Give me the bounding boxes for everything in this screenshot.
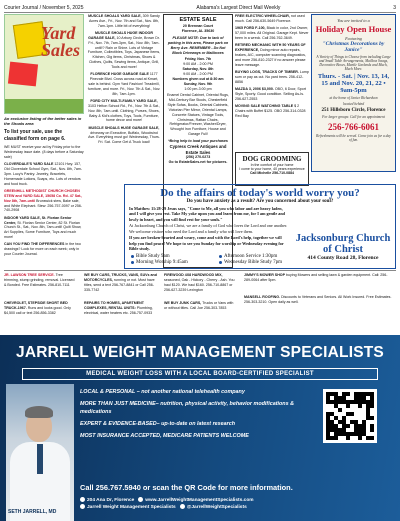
listing: FLORENCE HUGE GARAGE SALE 1177 Pinevale Blvd. Cross across road at Kmart, sale is behind. Gym Yard Fashion! Treadmill, furniture, and more. Fri., Nov. 7th & Sat., Nov. 8th, 7am-1pm.	[87, 72, 161, 96]
listing: 1965 FORD F-100, Black in color, 2nd Owner, 57,000 miles. All Original. Garage Kept. Never been in a wreck. Call 256-762-3649.	[235, 26, 309, 40]
estate-web: Go to EstateSales.net for pictures.	[168, 160, 228, 165]
holiday-located: located behind	[342, 102, 365, 107]
listing: MUSCLE SHOALS HUGE GARAGE SALE, driveway on Executive, Buffalo, Woodwind Ave. Everything must go! Wednesday, Thurs. Fri. Sat. Come Get A Truck load!	[88, 125, 160, 145]
dog-grooming-ad	[235, 152, 309, 186]
classifieds-strip	[4, 270, 396, 335]
church-headline: Do the affairs of today's world worry you?	[160, 187, 360, 199]
doctor-caption: SETH JARRELL, MD	[8, 509, 57, 515]
listing: INDOOR YARD SALE, St. Florian Senior Center, St. Florian Senior Center, 82 St. Florian Church St., Sat., Nov. 8th, 7am-until! Quilt Show, Art Supplies, Some Furniture, Toys and much more!	[4, 215, 82, 240]
dog-grooming-title: DOG GROOMING	[242, 155, 302, 163]
estate-numbers-note: Numbers given out at 8:30 am	[172, 76, 224, 81]
classified-item: FIREWOOD 4X8 HARDWOOD MIX, seasoned, Oak - Hickory - Cherry - Ash. You haul $120. We haul $160. 256-710-8867 or 256-627-3239 Lexington	[164, 273, 235, 292]
church-body: In Matthew 11:28-29 Jesus says, "Come to Me, all you who labor and are heavy laden, and I will give you rest. Take My yoke upon you and learn from me, for I am gentle and lowly in heart, and you will find rest for your souls." At Jacksonburg Church of Christ, we are a family of God who loves the Lord and one another. We welcome visitors who need the Lord and a family who will love them. If you are broken-hearted and weary, come and with the Lord's help, together we will help you find peace! We hope to see you Sunday for worship or Wednesday evening for Bible study.	[129, 206, 288, 251]
page-header	[4, 3, 396, 13]
holiday-refreshments: Refreshments will be served. Come join us for a day of fun.	[316, 134, 391, 143]
ad-benefit: MOST INSURANCE ACCEPTED, MEDICARE PATIENTS WELCOME	[80, 433, 249, 440]
dog-grooming-line: I come to your home, 40 years experience	[239, 167, 305, 171]
ad-benefits	[80, 389, 318, 445]
listing: GREENHILL METHODIST CHURCH CHOSEN STEW and YARD SALE, 15658 Co. Rd. 47 Sat., Nov 8th, 7am-until Brunswick stew, Bake sale, and White Elephant. Stew: 256-757-0097 or 256-740-2908	[4, 189, 83, 213]
church-services	[131, 254, 391, 265]
bullet-icon	[131, 261, 134, 264]
listing: BUYING LOGS, TRACKS OF TIMBER. Lump sum or pay as cut. No yard trees. 256-412-8856	[235, 69, 309, 84]
church-address: 414 County Road 28, Florence	[307, 255, 379, 261]
classified-item: WE BUY JUNK CARS, Trucks or Vans with or without titles. Call Joe 256-303-7853	[164, 301, 234, 310]
classified-item: JIMMY'S MOWER SHOP buying Mowers and selling lawn & garden equipment. Call: 256-289-0064 after 5pm.	[244, 273, 388, 282]
doctor-hair	[25, 406, 53, 418]
service-item	[307, 254, 391, 259]
yard-sales-banner	[4, 14, 84, 114]
ad-benefit: LOCAL & PERSONAL – not another national telehealth company	[80, 389, 245, 395]
qr-code-pattern	[326, 392, 374, 440]
classifieds-column-4	[235, 14, 309, 151]
estate-hours: 9:00 AM - 2:00 PM	[183, 62, 213, 67]
doctor-tie	[37, 444, 43, 474]
holiday-phone: 256-766-6061	[328, 122, 379, 133]
estate-city: Florence, AL 35630	[181, 29, 215, 34]
yard-sales-title: Yard Sales	[41, 23, 81, 61]
globe-icon	[138, 497, 143, 502]
classified-item: REPAIRS TO HOMES, APARTMENT COMPLEXES, RENTAL UNITS: Plumbing, electrical, water heaters etc. 256-757-0933	[84, 301, 153, 315]
ad-business-name: JARRELL WEIGHT MANAGEMENT SPECIALISTS	[16, 344, 384, 361]
location-pin-icon	[80, 497, 85, 502]
bullet-icon	[219, 261, 222, 264]
church-name: Jacksonburg Church of Christ	[295, 233, 391, 255]
ad-tagline: MEDICAL WEIGHT LOSS WITH A LOCAL BOARD-CERTIFIED SPECIALIST	[22, 368, 378, 380]
listing: MUSCLE SHOALS YARD SALE, 309 Sandy Acres Ave., Fri., Nov. 7th and Sat., Nov. 8th, 7am-1pm. Little bit of everything!	[88, 14, 160, 28]
estate-address: 20 Brennan Court	[182, 24, 214, 29]
holiday-dates: Thurs. - Sat. | Nov. 13, 14, 15 and Nov. 20, 21, 22 • 9am-5pm	[317, 72, 390, 95]
bullet-icon	[131, 255, 134, 258]
estate-day: Sunday, Nov. 9th	[183, 81, 213, 86]
holiday-featuring: Featuring	[345, 35, 362, 41]
listing: MOVING SALE WATCHING TABLE $ 2 Chairs with Buffet $125. OBO 256-314-0328 Red Bay	[235, 104, 306, 118]
estate-company: Cypress Creek Antiques and Estate Sales	[169, 143, 227, 155]
classified-item: CHEVROLET, STEPSIDE SHORT BED TRUCK-1967. Runs and looks good. Only $4,500 call or text 256-856-3382	[4, 301, 71, 315]
ad-address: 204 Ana Dr, Florence	[87, 498, 135, 503]
listing: MAZDA 3, 2006 $3,000. OBO, 6 Door, Sport Style, Sporty. Good condition. Selling As-Is. 256-627-2553	[235, 86, 306, 101]
holiday-address: 251 Hillsboro Circle, Florence	[321, 108, 386, 114]
service-item: Morning Worship 9:45am	[131, 260, 215, 265]
instagram-icon	[180, 504, 185, 509]
qr-code[interactable]	[323, 389, 377, 443]
estate-items: Enamel Dental Cabinet, Oriental Rugs, Mid-Century Bar Stools, Chesterfield Style Sofas, Books, Oriental Cabinets, Victorian Pier Mirror, Oriental Lamps, Concrete Statues, Vintage Tools, Christmas, Rattan Chairs, Refrigerator/Freezer, Washer/Dryer, Wrought Iron Furniture, House and Garage Full!	[167, 93, 229, 137]
bullet-icon	[219, 255, 222, 258]
listing: FREE ELECTRIC WHEELCHAIR, not used much. Call 256-630-5649 Florence.	[235, 14, 305, 23]
listing: CLOVERDALE'S YARD SALE 12101 Hwy. 157, Old Cloverdale School Gym, Sat., Nov. 8th, 7am-3pm. Lucy's Pantry. Jewelry, Bracelets, Homemade Lotions, Soaps, etc. Lots of vendors and food truck.	[4, 162, 83, 186]
ad-instagram[interactable]: @JarrellWeightSpecialists	[186, 505, 247, 511]
listing-note: An exclusive listing of the better sales in the Shoals area	[4, 116, 82, 127]
classified-item: JR. LAWSON TREE SERVICE. Tree trimming, stump grinding, removal. Licensed & Bonded. Free Estimates. 256-810-7111	[4, 273, 75, 287]
yard-sales-column-1	[4, 116, 84, 268]
estate-parking-note: PLEASE NOTE: Due to lack of parking in this area, Please park on Berry Ave. REMEMBER - Do Not Block Driveways or Mailboxes	[167, 36, 229, 55]
ad-contact-info	[80, 497, 396, 511]
qr-module	[370, 436, 374, 440]
holiday-invite: You are invited to a	[337, 18, 370, 23]
dog-grooming-line: In the comfort of your home	[250, 163, 294, 167]
estate-hours: 9:00 AM - 2:00 PM	[183, 72, 213, 77]
holiday-description: A Variety of Things to Choose from including Large and Small Table Arrangements, Mailbox Swags, Decorative Boxes, Mantle Garlands and Much, Much More.	[316, 54, 391, 71]
holiday-open-house-ad	[311, 14, 396, 172]
facebook-icon	[80, 504, 85, 509]
listing-note: WE MUST receive your ad by Friday prior to the Wednesday issue date. (8 days before a Saturday sale)	[4, 145, 84, 159]
holiday-groups: For larger groups: Call for an appointment	[322, 115, 385, 120]
paper-tagline: Alabama's Largest Direct Mail Weekly	[196, 4, 281, 11]
ad-call-to-action: Call 256.767.5940 or scan the QR Code for more information.	[80, 483, 293, 492]
ad-benefit: EXPERT & EVIDENCE-BASED– up-to-date on latest research	[80, 420, 236, 427]
estate-bring-note: *Bring help to load your purchases	[168, 138, 228, 143]
estate-phone: (256) 270-0273	[185, 155, 211, 160]
estate-day: Saturday, Nov. 8th	[182, 67, 214, 72]
estate-title: ESTATE SALE	[179, 17, 217, 23]
jarrell-weight-ad	[0, 335, 400, 521]
holiday-title: Holiday Open House	[315, 24, 392, 34]
ad-benefit: MORE THAN JUST MEDICINE– nutrition, physical activity, behavior modifications & medications	[80, 401, 294, 415]
dog-grooming-phone: Call Michelle 256-710-0884	[250, 171, 294, 175]
service-item: Bible Study 9am	[131, 254, 215, 259]
church-subheadline: Do you have anxiety as a result? Are you concerned about your soul?	[186, 199, 334, 204]
ad-website[interactable]: www.JarrellWeightManagementSpecialists.com	[145, 498, 254, 503]
holiday-theme: "Christmas Decorations by Janice"	[322, 40, 385, 53]
estate-hours: 1:00 pm-3:00 pm	[184, 86, 212, 91]
page-number: 3	[393, 4, 396, 11]
listing: MUSCLE SHOALS HUGE INDOOR GARAGE SALE, 10 Arbury Circle, Brown Dr. Fri., Nov. 7th, 7am-3pm, Sat., Nov. 8th, 7am-until!? Rain or Shine. Lots of Vintage Furniture, Collectibles, Toys, Japanese Items, Kitchen, Gig items, Christmas, Shoes & Clothes, Quilts, Sewing items, Antique, Grill, Tools and more!	[87, 31, 161, 69]
church-ad	[124, 184, 396, 269]
classified-item: MANSELL ROOFING. Discounts to Veterans and Seniors. All Work Insured. Free Estimates. 256-303-3210. Open daily as well.	[244, 295, 392, 304]
listing: CAN YOU FIND THE DIFFERENCES in the two drawings? Look for more on each week; only in your Courier Journal.	[4, 242, 81, 257]
ad-facebook[interactable]: Jarrell Weight Management Specialists	[87, 505, 176, 511]
yard-sign-graphic	[8, 62, 38, 87]
service-item: Wednesday Bible Study 7pm	[219, 260, 303, 265]
listing-note: To list your sale, use the classified form on page 6.	[4, 129, 66, 143]
classified-item: WE BUY CARS, TRUCKS, VANS, SUVs and MOTORCYCLES, running or not. Most have titles, send a text 256-767-8841 or Call 256-335-7742	[84, 273, 157, 292]
holiday-host: at the home of Janice Richardson	[329, 96, 378, 101]
issue-date: Courier Journal / November 5, 2025	[4, 4, 84, 11]
listing: FORD CITY MULTI-FAMILY YARD SALE, 3103 Helton School Rd., Fri., Nov. 7th & Sat., Nov. 8th, 7am-until. Clothing, Purses, Shoes, Baby & Kid's clothes, Toys, Tools, Furniture, home decor and more!	[87, 99, 161, 123]
grass-graphic	[5, 99, 83, 113]
listing: RETIRED MECHANIC WITH 50 YEARS OF EXPERIENCE, Doing minor auto repairs, brakes, A/C, computer scanning diagnostics, and more 256-810-2327 if no answer please leave message.	[235, 43, 306, 67]
doctor-photo	[6, 384, 74, 521]
service-item: Afternoon Service 1:30pm	[219, 254, 303, 259]
estate-day: Friday, Nov. 7th	[184, 57, 212, 62]
